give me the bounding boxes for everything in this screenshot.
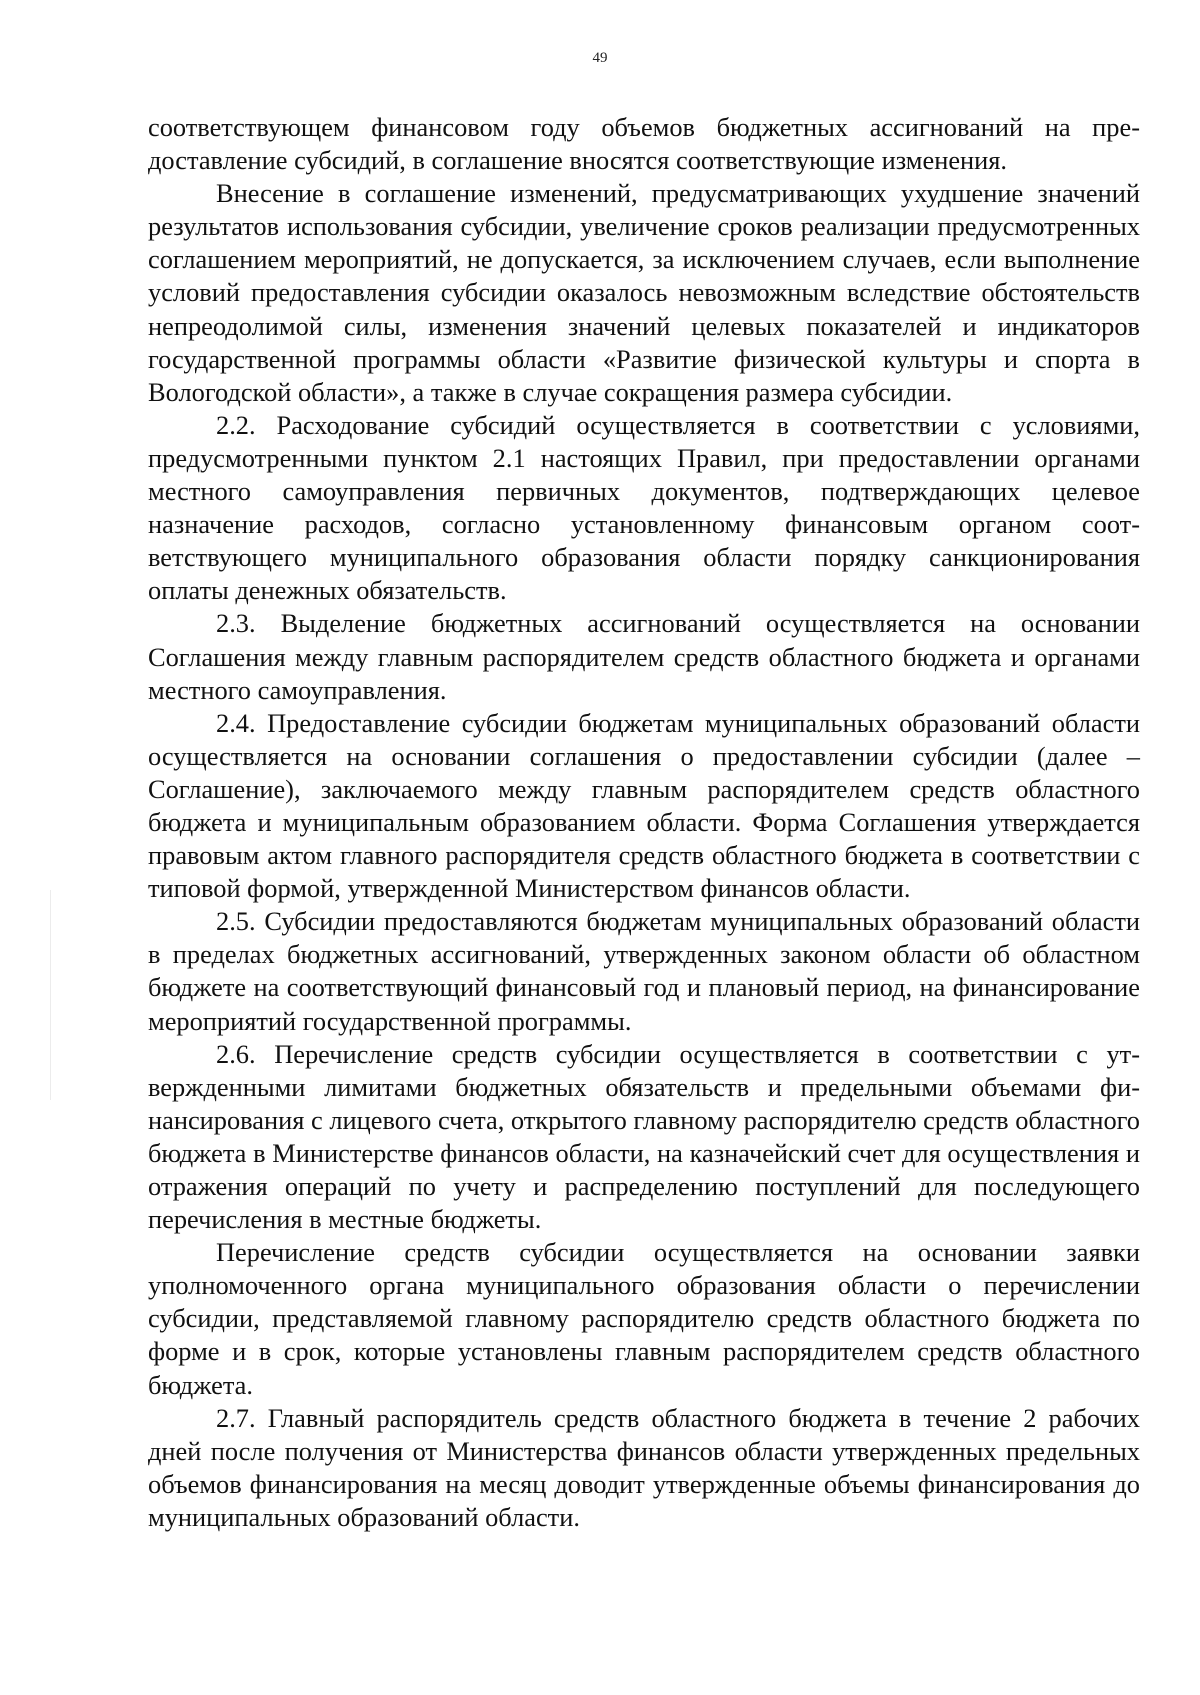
paragraph-transfer-request: Перечисление средств субсидии осуществляется на основании заявки уполномоченного органа муниципального образования области о перечислении субсидии, представляемой главному распорядителю средств областного бюджета по форме и в срок, которые установлены главным распорядителем средств областного бюджета. [148,1237,1140,1400]
paragraph-agreement-amendments: Внесение в соглашение изменений, предусматривающих ухудшение значений результатов использования субсидии, увеличение сроков реализации предусмотренных соглашением мероприятий, не допускается, за исключением случаев, если выполнение условий предоставления субсидии оказалось невозможным вследствие обстоятельств непреодолимой силы, изменения значений целевых показателей и индикаторов государственной программы области «Развитие физической культуры и спорта в Вологодской области», а также в случае сокращения размера субсидии. [148,178,1140,407]
paragraph-2-3: 2.3. Выделение бюджетных ассигнований осуществляется на основании Соглашения между главным распорядителем средств областного бюджета и органами местного самоуправления. [148,608,1140,705]
paragraph-2-6: 2.6. Перечисление средств субсидии осуществляется в соответствии с утвержденными лимитами бюджетных обязательств и предельными объемами финансирования с лицевого счета, открытого главному распорядителю средств областного бюджета в Министерстве финансов области, на казначейский счет для осуществления и отражения операций по учету и распределению поступлений для последующего перечисления в местные бюджеты. [148,1038,1140,1235]
scan-artifact-line [50,890,51,1100]
paragraph-2-5: 2.5. Субсидии предоставляются бюджетам муниципальных образований области в пределах бюджетных ассигнований, утвержденных законом области об областном бюджете на соответствующий финансовый год и плановый период, на финансирование мероприятий государственной программы. [148,906,1140,1036]
paragraph-2-7: 2.7. Главный распорядитель средств областного бюджета в течение 2 рабочих дней после получения от Министерства финансов области утвержденных предельных объемов финансирования на месяц доводит утвержденные объемы финансирования до муниципальных образований области. [148,1402,1140,1532]
paragraph-2-4: 2.4. Предоставление субсидии бюджетам муниципальных образований области осуществляется на основании соглашения о предоставлении субсидии (далее – Соглашение), заключаемого между главным распорядителем средств областного бюджета и муниципальным образованием области. Форма Соглашения утверждается правовым актом главного распорядителя средств областного бюджета в соответствии с типовой формой, утвержденной Министерством финансов области. [148,707,1140,904]
paragraph-2-2: 2.2. Расходование субсидий осуществляется в соответствии с условиями, предусмотренными пунктом 2.1 настоящих Правил, при предоставлении органами местного самоуправления первичных документов, подтверждающих целевое назначение расходов, согласно установленному финансовым органом соответствующего муниципального образования области порядку санкционирования оплаты денежных обязательств. [148,409,1140,606]
document-body [148,111,1140,1534]
page-number: 49 [592,50,608,66]
paragraph-budget-changes: соответствующем финансовом году объемов бюджетных ассигнований на предоставление субсидий, в соглашение вносятся соответствующие изменения. [148,112,1140,176]
